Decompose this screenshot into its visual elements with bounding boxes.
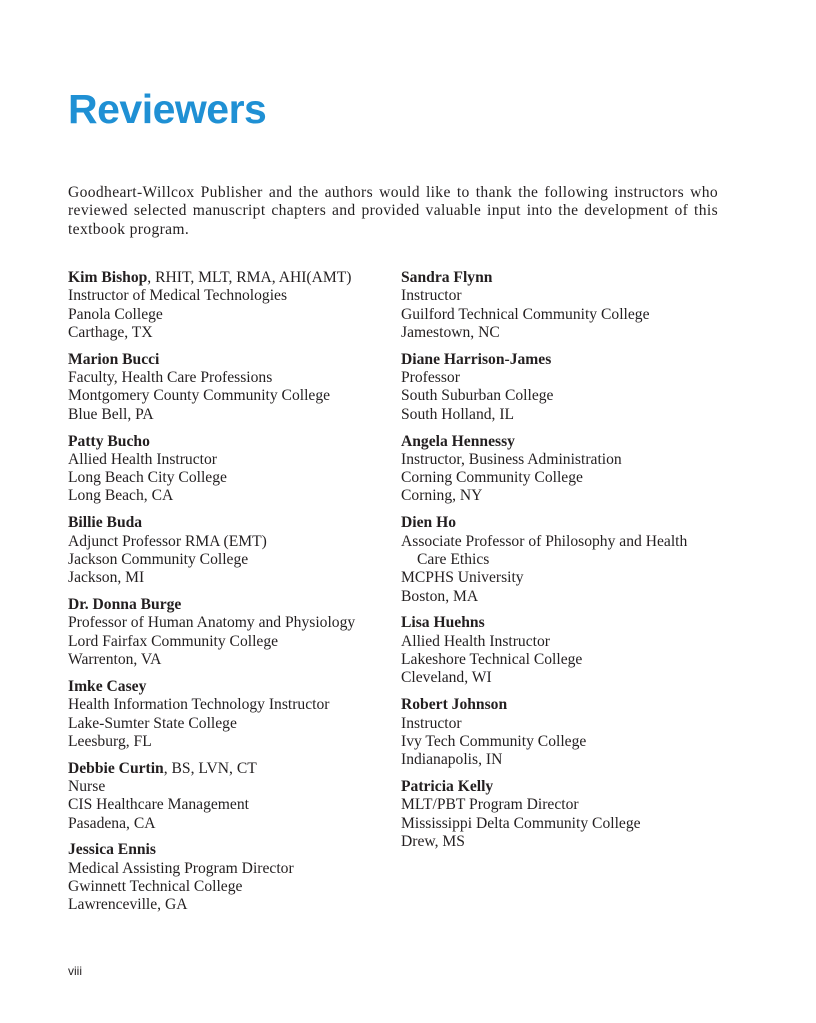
reviewer-detail-line: Professor of Human Anatomy and Physiology xyxy=(68,614,356,632)
reviewer-heading xyxy=(401,351,731,369)
reviewer-detail-line: Professor xyxy=(401,369,460,387)
reviewer-entry xyxy=(401,778,731,851)
reviewer-heading xyxy=(68,514,398,532)
reviewer-detail-line: MCPHS University xyxy=(401,569,524,587)
reviewer-name: Kim Bishop xyxy=(68,269,148,286)
reviewer-detail-line: MLT/PBT Program Director xyxy=(401,796,579,814)
reviewer-detail-line: Corning, NY xyxy=(401,487,483,505)
reviewer-detail-line: Corning Community College xyxy=(401,469,583,487)
reviewer-detail-line: South Suburban College xyxy=(401,387,554,405)
reviewer-detail-line: Long Beach City College xyxy=(68,469,227,487)
reviewer-entry xyxy=(68,678,398,751)
reviewer-heading xyxy=(401,696,731,714)
reviewer-detail-line: Associate Professor of Philosophy and Health xyxy=(401,532,688,550)
intro-paragraph: Goodheart-Willcox Publisher and the authors would like to thank the following instructors who reviewed selected manuscript chapters and provided valuable input into the development of this textbook program. xyxy=(68,184,718,238)
reviewer-detail-line: Jackson Community College xyxy=(68,550,249,568)
reviewer-detail-line: Cleveland, WI xyxy=(401,669,492,687)
reviewer-entry xyxy=(68,269,398,342)
reviewer-detail-line: Allied Health Instructor xyxy=(68,450,217,468)
reviewer-detail-line: Guilford Technical Community College xyxy=(401,305,650,323)
reviewer-detail-line: Panola College xyxy=(68,305,163,323)
reviewer-name: Sandra Flynn xyxy=(401,269,493,286)
reviewer-detail-line: Lake-Sumter State College xyxy=(68,714,237,732)
reviewer-detail-line: Ivy Tech Community College xyxy=(401,732,587,750)
reviewer-detail-line: Faculty, Health Care Professions xyxy=(68,369,273,387)
reviewer-detail-line: Mississippi Delta Community College xyxy=(401,814,641,832)
reviewer-name: Diane Harrison-James xyxy=(401,350,552,368)
reviewer-heading xyxy=(401,778,731,796)
reviewer-credentials: , RHIT, MLT, RMA, AHI(AMT) xyxy=(147,269,352,286)
reviewer-entry xyxy=(68,841,398,914)
reviewer-name: Lisa Huehns xyxy=(401,614,485,632)
reviewer-detail-line: Pasadena, CA xyxy=(68,814,156,832)
reviewer-heading xyxy=(68,678,398,696)
reviewer-detail-line: Warrenton, VA xyxy=(68,651,162,669)
reviewer-name: Angela Hennessy xyxy=(401,432,515,450)
reviewer-entry xyxy=(401,614,731,687)
reviewer-detail-line: Medical Assisting Program Director xyxy=(68,859,294,877)
reviewer-name: Marion Bucci xyxy=(68,350,160,368)
reviewer-detail-line: Lakeshore Technical College xyxy=(401,651,583,669)
reviewer-name: Billie Buda xyxy=(68,514,143,532)
reviewer-detail-line: Instructor xyxy=(401,714,462,732)
reviewer-entry xyxy=(401,514,731,605)
reviewer-detail-line: Nurse xyxy=(68,777,106,795)
page-number: viii xyxy=(68,964,82,978)
reviewers-right-column xyxy=(401,269,731,860)
reviewer-detail-line: Instructor, Business Administration xyxy=(401,450,622,468)
reviewer-detail-line: Adjunct Professor RMA (EMT) xyxy=(68,532,267,550)
reviewer-detail-line: Instructor xyxy=(401,287,462,305)
reviewer-name: Jessica Ennis xyxy=(68,841,156,859)
reviewer-entry xyxy=(68,351,398,424)
reviewer-detail-line: Drew, MS xyxy=(401,832,465,850)
reviewer-detail-line: Allied Health Instructor xyxy=(401,632,550,650)
reviewer-name: Debbie Curtin xyxy=(68,759,164,777)
reviewer-name: Imke Casey xyxy=(68,677,147,695)
reviewer-detail-line: CIS Healthcare Management xyxy=(68,796,249,814)
reviewer-detail-line: Blue Bell, PA xyxy=(68,405,154,423)
page-title: Reviewers xyxy=(68,86,267,132)
reviewer-heading xyxy=(401,614,731,632)
reviewer-detail-line: Instructor of Medical Technologies xyxy=(68,287,288,305)
reviewer-entry xyxy=(401,269,731,342)
reviewer-name: Patricia Kelly xyxy=(401,777,494,795)
reviewer-detail-line: Jamestown, NC xyxy=(401,323,500,341)
reviewer-name: Dien Ho xyxy=(401,514,457,532)
reviewer-detail-line: Lord Fairfax Community College xyxy=(68,632,279,650)
reviewer-detail-line: Long Beach, CA xyxy=(68,487,174,505)
reviewer-detail-line: Health Information Technology Instructor xyxy=(68,696,330,714)
reviewer-entry xyxy=(401,433,731,506)
reviewer-heading xyxy=(401,514,731,532)
reviewer-name: Patty Bucho xyxy=(68,432,150,450)
reviewer-detail-line: South Holland, IL xyxy=(401,405,515,423)
reviewer-entry xyxy=(68,433,398,506)
reviewer-detail-line: Montgomery County Community College xyxy=(68,387,331,405)
reviewer-detail-line: Carthage, TX xyxy=(68,323,153,341)
reviewer-detail-line: Care Ethics xyxy=(417,550,490,568)
reviewer-detail-line: Jackson, MI xyxy=(68,569,145,587)
reviewers-left-column xyxy=(68,269,398,923)
reviewer-heading xyxy=(68,269,398,287)
reviewer-detail-line: Leesburg, FL xyxy=(68,732,152,750)
reviewer-detail-line: Boston, MA xyxy=(401,587,479,605)
reviewer-heading xyxy=(68,351,398,369)
reviewer-entry xyxy=(68,514,398,587)
reviewer-entry xyxy=(68,760,398,833)
reviewer-entry xyxy=(401,351,731,424)
reviewer-heading xyxy=(401,269,731,287)
reviewer-name: Robert Johnson xyxy=(401,696,508,714)
reviewer-heading xyxy=(68,433,398,451)
reviewer-entry xyxy=(401,696,731,769)
reviewer-heading xyxy=(68,841,398,859)
reviewer-heading xyxy=(401,433,731,451)
reviewer-detail-line: Lawrenceville, GA xyxy=(68,896,188,914)
reviewer-name: Dr. Donna Burge xyxy=(68,596,182,614)
reviewer-detail-line: Gwinnett Technical College xyxy=(68,878,243,896)
reviewer-entry xyxy=(68,596,398,669)
reviewer-credentials: , BS, LVN, CT xyxy=(163,759,257,777)
reviewer-detail-line: Indianapolis, IN xyxy=(401,751,503,769)
reviewer-heading xyxy=(68,596,398,614)
reviewer-heading xyxy=(68,760,398,778)
